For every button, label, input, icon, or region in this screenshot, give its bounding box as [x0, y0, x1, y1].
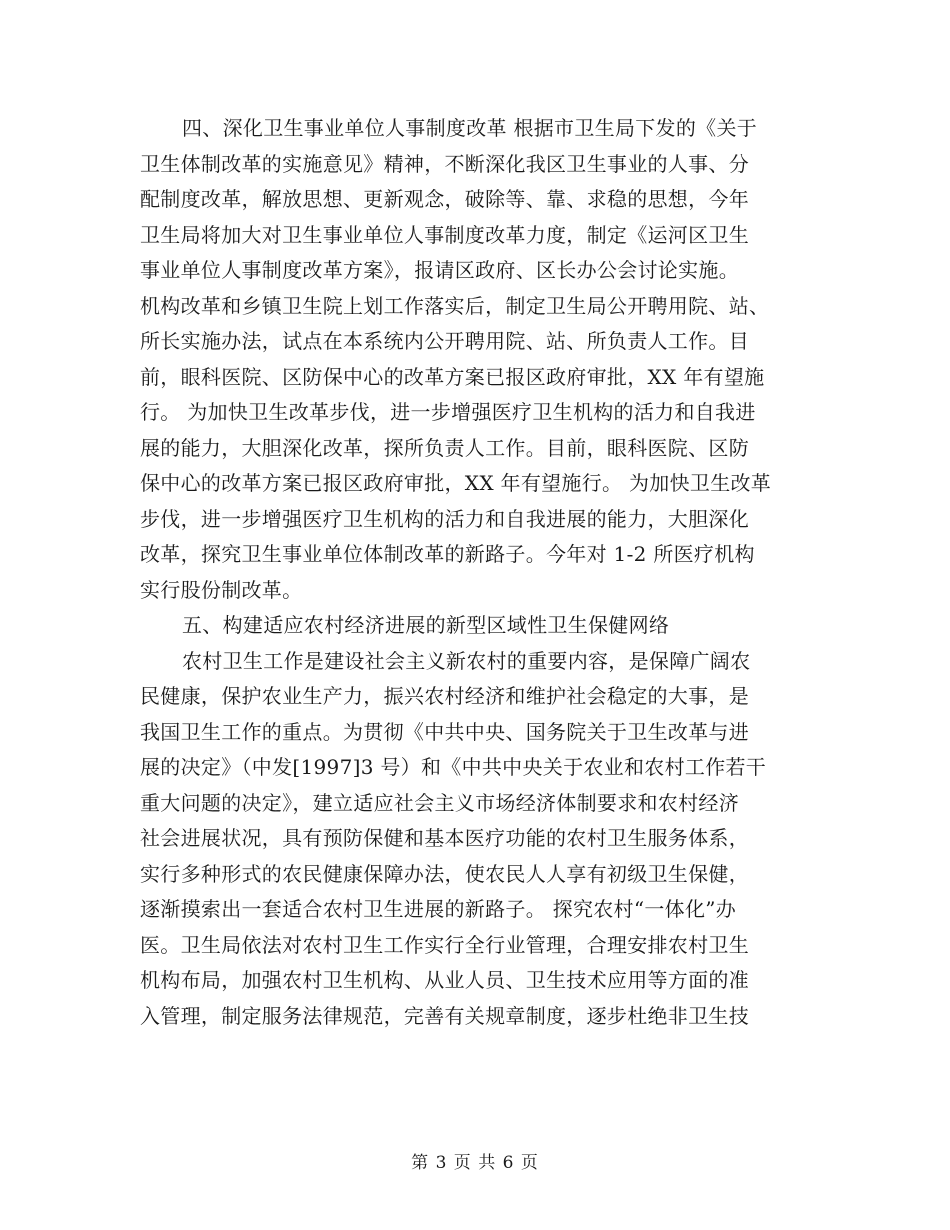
paragraph-line: 机构改革和乡镇卫生院上划工作落实后，制定卫生局公开聘用院、站、 [140, 293, 770, 318]
paragraph-line: 卫生局将加大对卫生事业单位人事制度改革力度，制定《运河区卫生 [140, 222, 749, 247]
paragraph-line: 重大问题的决定》，建立适应社会主义市场经济体制要求和农村经济 [140, 790, 739, 815]
paragraph-line: 民健康，保护农业生产力，振兴农村经济和维护社会稳定的大事，是 [140, 684, 749, 708]
paragraph-line: 卫生体制改革的实施意见》精神，不断深化我区卫生事业的人事、分 [140, 151, 749, 176]
paragraph-line: 保中心的改革方案已报区政府审批，XX 年有望施行。 为加快卫生改革 [140, 471, 772, 495]
paragraph-line: 前，眼科医院、区防保中心的改革方案已报区政府审批，XX 年有望施 [140, 364, 765, 389]
paragraph-line: 四、深化卫生事业单位人事制度改革 根据市卫生局下发的《关于 [182, 116, 758, 140]
paragraph-line: 展的能力，大胆深化改革，探所负责人工作。目前，眼科医院、区防 [140, 435, 749, 460]
paragraph-line: 改革，探究卫生事业单位体制改革的新路子。今年对 1-2 所医疗机构 [140, 542, 755, 566]
paragraph-line: 社会进展状况，具有预防保健和基本医疗功能的农村卫生服务体系， [140, 826, 749, 850]
page-number-footer: 第 3 页 共 6 页 [411, 1153, 539, 1173]
section-heading: 五、构建适应农村经济进展的新型区域性卫生保健网络 [182, 613, 670, 637]
paragraph-line: 逐渐摸索出一套适合农村卫生进展的新路子。 探究农村“一体化”办 [140, 897, 737, 921]
paragraph-line: 医。卫生局依法对农村卫生工作实行全行业管理，合理安排农村卫生 [140, 932, 749, 957]
paragraph-line: 行。 为加快卫生改革步伐，进一步增强医疗卫生机构的活力和自我进 [140, 400, 756, 424]
paragraph-line: 步伐，进一步增强医疗卫生机构的活力和自我进展的能力，大胆深化 [140, 506, 749, 531]
paragraph-line: 我国卫生工作的重点。为贯彻《中共中央、国务院关于卫生改革与进 [140, 719, 749, 744]
paragraph-line: 实行多种形式的农民健康保障办法，使农民人人享有初级卫生保健， [140, 861, 749, 886]
paragraph-line: 入管理，制定服务法律规范，完善有关规章制度，逐步杜绝非卫生技 [140, 1003, 749, 1028]
paragraph-line: 农村卫生工作是建设社会主义新农村的重要内容，是保障广阔农 [182, 648, 751, 673]
document-body [140, 111, 820, 1034]
paragraph-line: 展的决定》（中发[1997]3 号）和《中共中央关于农业和农村工作若干 [140, 755, 767, 779]
paragraph-line: 事业单位人事制度改革方案》，报请区政府、区长办公会讨论实施。 [140, 258, 739, 282]
paragraph-line: 实行股份制改革。 [140, 577, 303, 602]
paragraph-line: 所长实施办法，试点在本系统内公开聘用院、站、所负责人工作。目 [140, 329, 749, 353]
paragraph-line: 配制度改革，解放思想、更新观念，破除等、靠、求稳的思想，今年 [140, 187, 749, 211]
paragraph-line: 机构布局，加强农村卫生机构、从业人员、卫生技术应用等方面的准 [140, 968, 749, 992]
